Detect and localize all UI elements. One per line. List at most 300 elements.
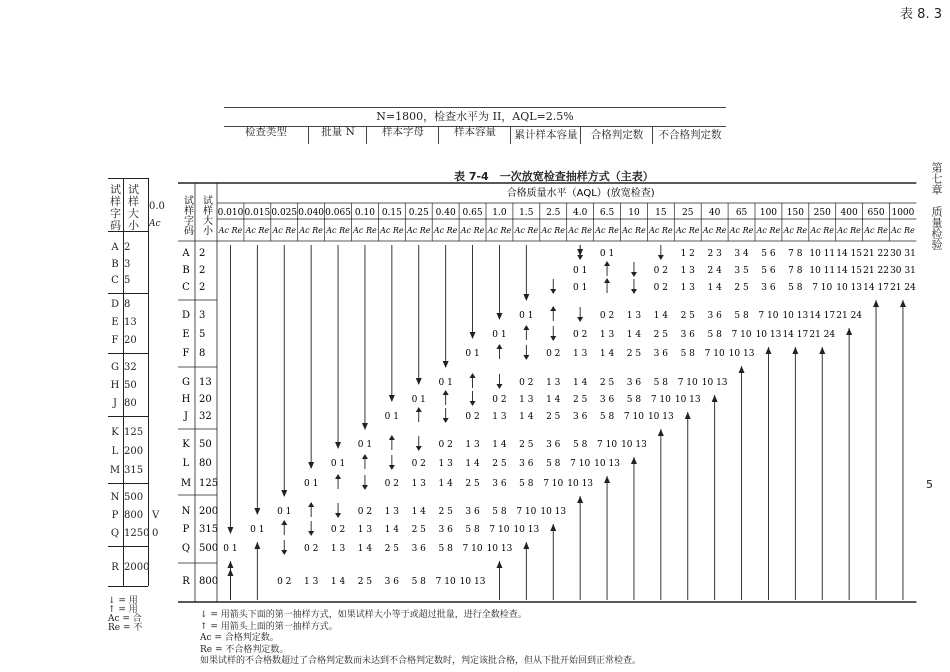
down-arrowhead-icon [631,289,637,294]
ac-re-label: Ac Re [433,226,458,235]
aql-level: 4.0 [572,208,588,218]
bg-partial-aql: 0.0 [149,201,165,212]
ac-re-value: 0 2 [438,440,453,450]
ac-re-value: 1 4 [546,395,561,405]
ac-re-value: 1 3 [357,525,373,535]
row-letter: E [182,329,190,340]
ac-re-value: 1 3 [546,378,561,388]
ac-re-value: 7 10 [570,459,591,469]
ac-re-value: 2 5 [384,544,400,554]
bg-letter: L [111,446,119,457]
ac-re-value: 0 1 [572,283,588,293]
up-arrowhead-icon [281,520,287,525]
aql-level: 0.025 [271,208,298,218]
row-size: 2 [199,248,206,259]
ac-re-value: 5 8 [572,440,588,450]
top-cell-type: 检查类型 [245,126,287,138]
aql-level: 0.65 [462,208,483,218]
down-arrowhead-icon [550,289,556,294]
top-table-title: N=1800，检查水平为 II，AQL=2.5% [224,107,726,127]
ac-re-value: 10 13 [567,479,594,489]
ac-re-value: 3 6 [707,311,722,321]
bg-size: 80 [124,398,137,409]
ac-re-value: 0 1 [411,395,426,405]
aql-level: 25 [682,208,694,218]
ac-re-value: 0 1 [384,412,400,422]
ac-re-value: 2 5 [626,349,642,359]
ac-re-value: 0 1 [599,249,615,259]
ac-re-value: 3 6 [653,349,669,359]
top-cell-cumulative: 累计样本容量 [510,126,581,144]
ac-re-value: 2 5 [492,459,507,469]
aql-level: 0.010 [217,208,244,218]
up-arrowhead-icon [550,524,556,531]
bg-size: 8 [124,299,131,310]
ac-re-value: 1 3 [438,459,453,469]
row-size: 200 [199,506,219,517]
ac-re-value: 0 1 [277,507,292,517]
ac-re-value: 0 1 [492,330,507,340]
ac-re-value: 14 17 [809,311,836,321]
ac-re-value: 1 4 [572,378,588,388]
ac-re-label: Ac Re [864,226,888,235]
down-arrowhead-icon [362,485,368,490]
row-size: 32 [199,411,212,422]
ac-re-value: 2 5 [653,330,669,340]
aql-level: 0.40 [435,208,456,218]
ac-re-value: 1 3 [330,544,346,554]
ac-re-value: 0 2 [653,266,669,276]
ac-re-value: 2 4 [707,266,722,276]
row-letter: K [182,439,190,450]
ac-re-value: 1 4 [626,330,642,340]
ac-re-value: 10 11 [809,266,836,276]
aql-level: 650 [867,208,885,218]
ac-re-value: 1 3 [465,440,480,450]
ac-re-value: 0 2 [384,479,400,489]
bg-letter: E [111,317,119,328]
down-arrowhead-icon [335,442,341,449]
ac-re-value: 7 10 [758,311,779,321]
down-arrowhead-icon [496,384,502,389]
row-size: 13 [199,377,212,388]
ac-re-value: 3 6 [626,378,642,388]
ac-re-value: 0 1 [303,479,319,489]
up-arrowhead-icon [792,347,798,354]
ac-re-value: 0 1 [223,544,238,554]
ac-re-value: 0 2 [303,544,319,554]
ac-re-value: 3 6 [411,544,426,554]
up-arrowhead-icon [577,496,583,503]
aql-level: 100 [759,208,778,218]
up-arrowhead-icon [604,278,610,283]
row-letter: H [181,394,191,405]
ac-re-value: 1 2 [680,249,695,259]
aql-level: 1000 [891,208,915,218]
ac-re-value: 1 3 [680,283,695,293]
ac-re-value: 1 4 [599,349,615,359]
bg-letter: A [111,242,119,253]
row-size: 5 [199,329,206,340]
bg-size: 2000 [124,562,150,573]
row-letter: D [181,310,191,321]
down-arrowhead-icon [416,446,422,451]
ac-re-value: 21 24 [836,311,863,321]
row-size: 3 [199,310,206,321]
row-size: 20 [199,394,212,405]
ac-re-value: 3 6 [384,577,400,587]
up-arrowhead-icon [470,373,476,378]
ac-re-value: 1 4 [707,283,722,293]
ac-re-value: 10 13 [836,283,863,293]
row-size: 8 [199,348,206,359]
up-arrowhead-icon [496,561,502,568]
down-arrowhead-icon [308,531,314,536]
ac-re-label: Ac Re [326,226,350,235]
bg-letter: M [109,465,121,476]
ac-re-label: Ac Re [245,226,270,235]
bg-size: 200 [124,446,144,457]
ac-re-value: 7 8 [788,266,803,276]
ac-re-value: 0 2 [411,459,426,469]
ac-re-value: 3 6 [492,479,507,489]
ac-re-value: 5 8 [465,525,480,535]
bg-size: 800 [124,510,144,521]
ac-re-label: Ac Re [487,226,512,235]
aql-level: 1.0 [492,208,507,218]
ac-re-value: 1 4 [330,577,346,587]
bg-size: 125 [124,427,144,438]
ac-re-value: 1 3 [384,507,400,517]
up-arrowhead-icon [523,325,529,330]
ac-re-value: 5 8 [519,479,534,489]
aql-level: 150 [786,208,804,218]
ac-re-value: 10 13 [728,349,755,359]
aql-level: 0.25 [408,208,429,218]
ac-re-value: 0 2 [546,349,561,359]
up-arrowhead-icon [389,435,395,440]
ac-re-value: 1 3 [599,330,615,340]
bg-letter: F [111,335,119,346]
down-arrowhead-icon [362,423,368,430]
ac-re-value: 5 8 [411,577,426,587]
ac-re-value: 0 2 [572,330,588,340]
ac-re-value: 0 2 [653,283,669,293]
bg-letter: Q [110,528,120,539]
bg-legend-line: Ac = 合 [108,614,142,624]
row-header-size: 试样大小 [200,195,212,235]
ac-re-value: 30 31 [890,266,916,276]
up-arrowhead-icon [739,366,745,373]
ac-re-label: Ac Re [702,226,727,235]
top-cell-batch: 批量 N [308,126,367,144]
up-arrowhead-icon [227,561,233,568]
ac-re-value: 1 3 [492,412,507,422]
down-arrowhead-icon [523,294,529,301]
ac-re-value: 7 10 [623,412,644,422]
ac-re-value: 1 4 [411,507,426,517]
bg-header-size: 试样大小 [128,183,139,232]
ac-re-value: 14 15 [836,249,863,259]
ac-re-value: 1 3 [411,479,426,489]
ac-re-value: 5 8 [438,544,453,554]
ac-re-value: 10 13 [594,459,620,469]
ac-re-value: 0 2 [519,378,534,388]
bg-letter: N [110,492,120,503]
ac-re-value: 21 22 [863,249,889,259]
bg-letter: J [112,398,117,409]
down-arrowhead-icon [523,355,529,360]
up-arrowhead-icon [227,569,233,576]
ac-re-value: 0 2 [330,525,346,535]
aql-group-label: 合格质量水平（AQL）(放宽检查) [506,188,655,199]
bg-letter: P [111,510,119,521]
ac-re-label: Ac Re [649,226,673,235]
ac-re-value: 3 4 [734,249,749,259]
down-arrowhead-icon [550,336,556,341]
ac-re-value: 0 2 [492,395,507,405]
down-arrowhead-icon [227,527,233,534]
ac-re-value: 1 4 [465,459,480,469]
up-arrowhead-icon [254,542,260,549]
ac-re-label: Ac Re [783,226,808,235]
side-chapter-text: 第七章 质量检验 [930,162,943,250]
ac-re-label: Ac Re [218,226,243,235]
ac-re-label: Ac Re [837,226,861,235]
aql-level: 250 [813,208,831,218]
ac-re-value: 2 5 [438,507,453,517]
ac-re-value: 3 6 [465,507,480,517]
down-arrowhead-icon [470,332,476,339]
ac-re-value: 3 6 [599,395,615,405]
bg-header-letter: 试样字码 [110,183,121,232]
up-arrowhead-icon [873,300,879,307]
ac-re-value: 10 13 [621,440,647,450]
legend-line: 如果试样的不合格数超过了合格判定数而未达到不合格判定数时，判定该批合格，但从下批开始回到正常检查。 [200,656,642,666]
up-arrowhead-icon [685,412,691,419]
bg-size: 32 [124,362,137,373]
up-arrowhead-icon [308,502,314,507]
row-letter: M [180,478,192,489]
bg-letter: B [111,259,119,270]
ac-re-value: 0 2 [357,507,373,517]
ac-re-value: 5 8 [707,330,722,340]
ac-re-value: 5 6 [761,249,776,259]
bg-letter: C [111,275,119,286]
ac-re-label: Ac Re [353,226,377,235]
ac-re-value: 0 2 [599,311,615,321]
ac-re-value: 1 3 [572,349,588,359]
up-arrowhead-icon [550,306,556,311]
ac-re-value: 2 5 [599,378,615,388]
up-arrowhead-icon [335,474,341,479]
ac-re-value: 21 22 [863,266,889,276]
down-arrowhead-icon [281,550,287,555]
bg-legend-line: ↓ = 用 [108,596,138,606]
ac-re-label: Ac Re [729,226,754,235]
ac-re-value: 1 4 [438,479,453,489]
legend-line: Re = 不合格判定数。 [200,644,289,655]
ac-re-value: 3 6 [546,440,561,450]
bg-letter: G [111,362,119,373]
ac-re-value: 3 5 [734,266,749,276]
ac-re-value: 2 5 [572,395,588,405]
aql-level: 15 [655,208,667,218]
top-cell-ac: 合格判定数 [580,126,653,144]
ac-re-value: 3 6 [680,330,695,340]
bg-letter: H [110,380,120,391]
aql-level: 6.5 [599,208,615,218]
up-arrowhead-icon [443,390,449,395]
ac-re-label: Ac Re [299,226,323,235]
ac-re-value: 2 5 [357,577,373,587]
legend-line: ↑ = 用箭头上面的第一抽样方式。 [200,621,338,632]
ac-re-value: 14 17 [863,283,889,293]
up-arrowhead-icon [900,300,906,307]
up-arrowhead-icon [604,476,610,483]
aql-level: 0.15 [381,208,402,218]
ac-re-value: 0 1 [519,311,534,321]
ac-re-label: Ac Re [272,226,297,235]
aql-level: 0.065 [325,208,351,218]
aql-level: 65 [735,208,748,218]
ac-re-value: 5 8 [788,283,803,293]
up-arrowhead-icon [416,407,422,412]
row-letter: B [182,265,190,276]
bg-size: 13 [124,317,137,328]
ac-re-value: 0 1 [250,525,265,535]
up-arrowhead-icon [765,347,771,354]
row-size: 800 [199,576,219,587]
ac-re-label: Ac Re [568,226,592,235]
ac-re-value: 1 4 [357,544,373,554]
ac-re-value: 0 1 [465,349,480,359]
bg-size: 500 [124,492,144,503]
bg-size: 1250 [124,528,150,539]
up-arrowhead-icon [658,429,664,436]
bg-letter: D [110,299,120,310]
row-size: 50 [199,439,212,450]
ac-re-value: 3 6 [519,459,534,469]
ac-re-value: 5 8 [680,349,695,359]
row-letter: L [182,458,190,469]
ac-re-label: Ac Re [622,226,646,235]
ac-re-value: 30 31 [890,249,916,259]
up-arrowhead-icon [523,542,529,549]
ac-re-label: Ac Re [406,226,431,235]
ac-re-value: 7 10 [543,479,564,489]
ac-re-value: 7 10 [677,378,698,388]
ac-re-value: 1 4 [653,311,669,321]
down-arrowhead-icon [631,272,637,277]
ac-re-value: 10 13 [755,330,782,340]
ac-re-value: 7 10 [704,349,725,359]
bg-legend-line: Re = 不 [108,623,143,633]
ac-re-value: 1 4 [492,440,507,450]
row-size: 2 [199,265,206,276]
ac-re-value: 14 17 [782,330,809,340]
down-arrowhead-icon [335,513,341,518]
top-cell-re: 不合格判定数 [652,126,726,144]
ac-re-value: 1 3 [519,395,534,405]
row-letter: J [183,411,189,422]
ac-re-value: 2 5 [519,440,534,450]
down-arrowhead-icon [658,255,664,260]
ac-re-value: 10 13 [486,544,513,554]
up-arrowhead-icon [631,457,637,464]
aql-level: 10 [628,208,640,218]
ac-re-value: 7 10 [812,283,833,293]
ac-re-value: 10 13 [647,412,674,422]
row-size: 2 [199,282,206,293]
ac-re-value: 7 10 [462,544,483,554]
ac-re-value: 2 5 [734,283,749,293]
down-arrowhead-icon [389,395,395,402]
down-arrowhead-icon [443,361,449,368]
aql-level: 400 [840,208,858,218]
down-arrowhead-icon [496,313,502,320]
main-legend [200,610,641,668]
ac-re-value: 10 13 [782,311,809,321]
ac-re-value: 10 13 [701,378,728,388]
down-arrowhead-icon [443,418,449,423]
ac-re-label: Ac Re [810,226,835,235]
ac-re-value: 5 8 [653,378,669,388]
ac-re-value: 7 8 [788,249,803,259]
ac-re-value: 2 5 [465,479,480,489]
ac-re-value: 1 3 [626,311,642,321]
ac-re-value: 5 6 [761,266,776,276]
legend-line: ↓ = 用箭头下面的第一抽样方式，如果试样大小等于或超过批量，进行全数检查。 [200,610,527,620]
ac-re-value: 21 24 [890,283,916,293]
ac-re-label: Ac Re [380,226,404,235]
bg-size: 315 [124,465,144,476]
row-size: 125 [199,478,219,489]
bg-letter: K [111,427,119,438]
row-letter: F [182,348,190,359]
ac-re-value: 3 6 [761,283,776,293]
ac-re-value: 2 5 [546,412,561,422]
ac-re-value: 7 10 [516,507,537,517]
ac-re-value: 5 8 [546,459,561,469]
down-arrowhead-icon [281,490,287,497]
legend-line: Ac = 合格判定数。 [200,633,279,643]
bg-edge-mark: 0 [152,528,159,539]
ac-re-label: Ac Re [675,226,700,235]
top-cell-letter: 样本字母 [366,126,439,144]
row-letter: A [182,248,190,259]
ac-re-value: 0 2 [277,577,292,587]
ac-re-label: Ac Re [541,226,566,235]
bg-partial-ac: Ac [149,219,161,229]
aql-level: 0.10 [354,208,375,218]
bg-size: 2 [124,242,131,253]
ac-re-value: 0 2 [465,412,480,422]
ac-re-value: 7 10 [731,330,752,340]
down-arrowhead-icon [308,462,314,469]
ac-re-value: 1 3 [680,266,695,276]
side-page-number: 5 [926,478,933,491]
row-letter: Q [181,543,191,554]
aql-level: 40 [708,208,721,218]
ac-re-value: 0 1 [357,440,373,450]
ac-re-value: 10 13 [513,525,540,535]
down-arrowhead-icon [577,249,583,256]
ac-re-value: 7 10 [489,525,510,535]
row-letter: C [182,282,190,293]
row-letter: P [182,524,190,535]
ac-re-value: 7 10 [597,440,618,450]
